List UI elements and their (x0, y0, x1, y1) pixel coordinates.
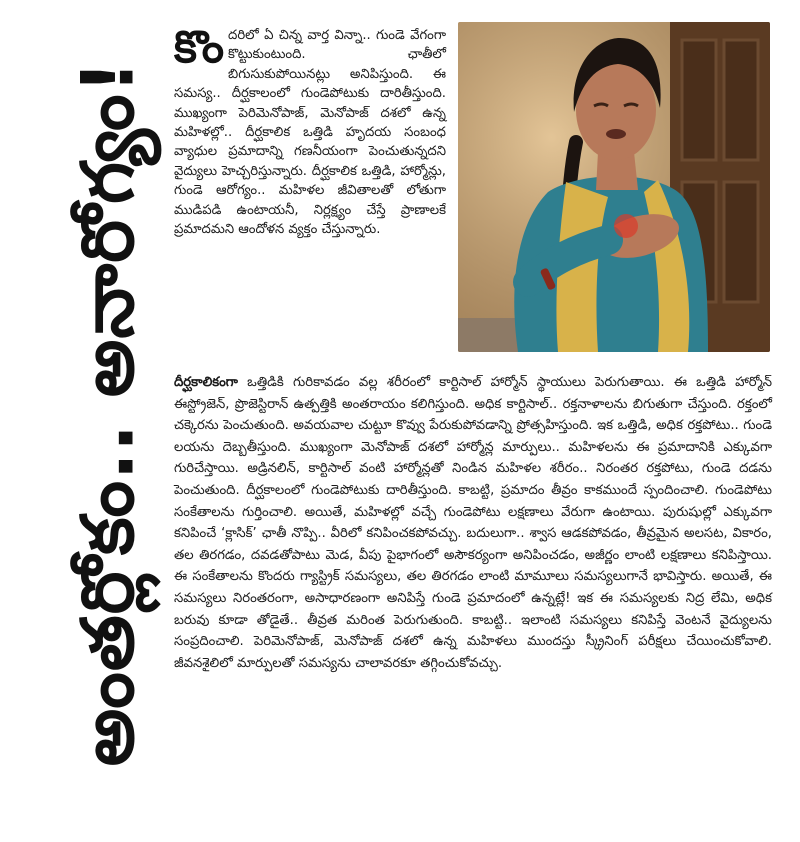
body-text: ఒత్తిడికి గురికావడం వల్ల శరీరంలో కార్టిసాల్ హార్మోన్ స్థాయులు పెరుగుతాయి. ఈ ఒత్తిడి హార్మోన్ ఈస్ట్రోజెన్, ప్రొజెస్టిరాన్ ఉత్పత్తికి అంతరాయం కలిగిస్తుంది. అధిక కార్టిసాల్.. రక్తనాళాలను బిగుతుగా చేస్తుంది. రక్తంలో చక్కెరను పెంచుతుంది. అవయవాల చుట్టూ కొవ్వు పేరుకుపోవడాన్ని ప్రోత్సహిస్తుంది. ఇక ఒత్తిడి, అధిక రక్తపోటు.. గుండె లయను దెబ్బతీస్తుంది. ముఖ్యంగా మెనోపాజ్ దశలో హార్మోన్ల మార్పులు.. మహిళలను ఈ ప్రమాదానికి ఎక్కువగా గురిచేస్తాయి. అడ్రినలిన్, కార్టిసాల్ వంటి హార్మోన్లతో నిండిన మహిళల శరీరం.. నిరంతర రక్తపోటు, గుండె దడను పెంచుతుంది. దీర్ఘకాలంలో గుండెపోటుకు దారితీస్తుంది. కాబట్టి, ప్రమాదం తీవ్రం కాకముందే స్పందించాలి. గుండెపోటు సంకేతాలను గుర్తించాలి. అయితే, మహిళల్లో వచ్చే గుండెపోటు లక్షణాలు వేరుగా ఉంటాయి. పురుషుల్లో ఎక్కువగా కనిపించే ‘క్లాసిక్’ ఛాతీ నొప్పి.. వీరిలో కనిపించకపోవచ్చు. బదులుగా.. శ్వాస ఆడకపోవడం, తీవ్రమైన అలసట, వికారం, తల తిరగడం, దవడతోపాటు మెడ, వీపు పైభాగంలో అసౌకర్యంగా అనిపించడం, అజీర్ణం లాంటి లక్షణాలు కనిపిస్తాయి. ఈ సంకేతాలను కొందరు గ్యాస్ట్రిక్ సమస్యలు, తల తిరగడం లాంటి మామూలు సమస్యలుగానే భావిస్తారు. అయితే, ఈ సమస్యలు నిరంతరంగా, అసాధారణంగా అనిపిస్తే గుండె ప్రమాదంలో ఉన్నట్లే! ఇక ఈ సమస్యలకు నిద్ర లేమి, అధిక బరువు కూడా తోడైతే.. తీవ్రత మరింత పెరుగుతుంది. కాబట్టి.. ఇలాంటి సమస్యలు కనిపిస్తే వెంటనే వైద్యులను సంప్రదించాలి. పెరిమెనోపాజ్, మెనోపాజ్ దశలో ఉన్న మహిళలు ముందస్తు స్క్రీనింగ్ పరీక్షలు చేయించుకోవాలి. జీవనశైలిలో మార్పులతో సమస్యను చాలావరకూ తగ్గించుకోవచ్చు. (174, 375, 772, 671)
woman-clutching-chest-icon (458, 22, 770, 352)
drop-cap: కొం (174, 22, 225, 73)
headline: అంతర్లోకం.. అనారోగ్యం! (65, 59, 150, 767)
intro-paragraph (174, 22, 446, 239)
article-photo (458, 22, 770, 352)
headline-container (48, 18, 166, 808)
body-paragraph (174, 372, 772, 674)
intro-text: దరిలో ఏ చిన్న వార్త విన్నా.. గుండె వేగంగా కొట్టుకుంటుంది. ఛాతీలో బిగుసుకుపోయినట్లు అనిపిస్తుంది. ఈ సమస్య.. దీర్ఘకాలంలో గుండెపోటుకు దారితీస్తుంది. ముఖ్యంగా పెరిమెనోపాజ్, మెనోపాజ్ దశలో ఉన్న మహిళల్లో.. దీర్ఘకాలిక ఒత్తిడి హృదయ సంబంధ వ్యాధుల ప్రమాదాన్ని గణనీయంగా పెంచుతున్నదని వైద్యులు హెచ్చరిస్తున్నారు. దీర్ఘకాలిక ఒత్తిడి, హార్మోన్లు, గుండె ఆరోగ్యం.. మహిళల జీవితాలతో లోతుగా ముడిపడి ఉంటాయనీ, నిర్లక్ష్యం చేస్తే ప్రాణాలకే ప్రమాదమని ఆందోళన వ్యక్తం చేస్తున్నారు. (174, 28, 446, 238)
body-lead: దీర్ఘకాలికంగా (174, 375, 238, 390)
